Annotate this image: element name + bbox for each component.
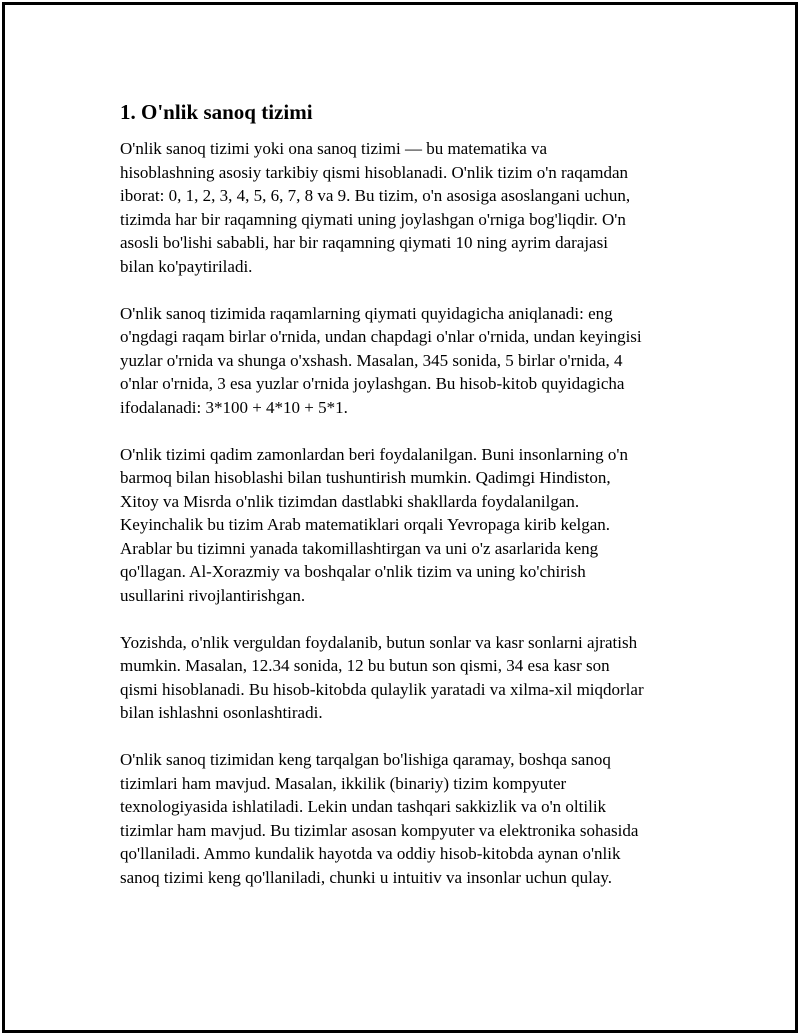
text-line: O'nlik sanoq tizimi yoki ona sanoq tizimi — bu matematika va xyxy=(120,139,548,158)
text-line: O'nlik sanoq tizimidan keng tarqalgan bo'lishiga qaramay, boshqa sanoq xyxy=(120,750,611,769)
text-line: O'nlik tizimi qadim zamonlardan beri foydalanilgan. Buni insonlarning o'n xyxy=(120,444,628,464)
text-line: tizimda har bir raqamning qiymati uning joylashgan o'rniga bog'liqdir. O'n xyxy=(120,209,626,229)
text-line: tizimlar ham mavjud. Bu tizimlar asosan kompyuter va elektronika sohasida xyxy=(120,820,639,840)
text-line: qismi hisoblanadi. Bu hisob-kitobda qulaylik yaratadi va xilma-xil miqdorlar xyxy=(120,679,644,699)
text-line: qo'llagan. Al-Xorazmiy va boshqalar o'nlik tizim va uning ko'chirish xyxy=(120,562,586,581)
text-line: o'nlar o'rnida, 3 esa yuzlar o'rnida joylashgan. Bu hisob-kitob quyidagicha xyxy=(120,374,625,393)
text-line: bilan ko'paytiriladi. xyxy=(120,256,253,276)
text-line: texnologiyasida ishlatiladi. Lekin undan tashqari sakkizlik va o'n oltilik xyxy=(120,797,607,816)
text-line: ifodalanadi: 3*100 + 4*10 + 5*1. xyxy=(120,397,348,417)
text-line: bilan ishlashni osonlashtiradi. xyxy=(120,703,323,722)
page-frame xyxy=(2,2,798,1033)
text-line: Yozishda, o'nlik verguldan foydalanib, butun sonlar va kasr sonlarni ajratish xyxy=(120,632,638,652)
text-line: qo'llaniladi. Ammo kundalik hayotda va oddiy hisob-kitobda aynan o'nlik xyxy=(120,844,621,863)
paragraph-5 xyxy=(120,748,695,889)
text-line: barmoq bilan hisoblashi bilan tushuntirish mumkin. Qadimgi Hindiston, xyxy=(120,468,611,487)
text-line: asosli bo'lishi sababli, har bir raqamning qiymati 10 ning ayrim darajasi xyxy=(120,233,608,252)
text-line: Keyinchalik bu tizim Arab matematiklari orqali Yevropaga kirib kelgan. xyxy=(120,515,611,534)
text-line: yuzlar o'rnida va shunga o'xshash. Masalan, 345 sonida, 5 birlar o'rnida, 4 xyxy=(120,350,623,370)
text-line: sanoq tizimi keng qo'llaniladi, chunki u intuitiv va insonlar uchun qulay. xyxy=(120,867,613,887)
paragraph-2 xyxy=(120,302,695,420)
text-line: tizimlari ham mavjud. Masalan, ikkilik (binariy) tizim kompyuter xyxy=(120,773,567,793)
text-line: mumkin. Masalan, 12.34 sonida, 12 bu butun son qismi, 34 esa kasr son xyxy=(120,656,610,675)
document-body xyxy=(120,100,695,913)
text-line: usullarini rivojlantirishgan. xyxy=(120,585,306,605)
text-line: O'nlik sanoq tizimida raqamlarning qiymati quyidagicha aniqlanadi: eng xyxy=(120,303,613,323)
section-heading: 1. O'nlik sanoq tizimi xyxy=(120,100,313,124)
text-line: o'ngdagi raqam birlar o'rnida, undan chapdagi o'nlar o'rnida, undan keyingisi xyxy=(120,327,642,346)
text-line: Xitoy va Misrda o'nlik tizimdan dastlabki shakllarda foydalanilgan. xyxy=(120,491,580,511)
text-line: iborat: 0, 1, 2, 3, 4, 5, 6, 7, 8 va 9. Bu tizim, o'n asosiga asoslangani uchun, xyxy=(120,186,631,205)
text-line: Arablar bu tizimni yanada takomillashtirgan va uni o'z asarlarida keng xyxy=(120,538,599,558)
text-line: hisoblashning asosiy tarkibiy qismi hisoblanadi. O'nlik tizim o'n raqamdan xyxy=(120,162,629,182)
paragraph-4 xyxy=(120,631,695,725)
paragraph-1 xyxy=(120,137,695,278)
paragraph-3 xyxy=(120,443,695,608)
